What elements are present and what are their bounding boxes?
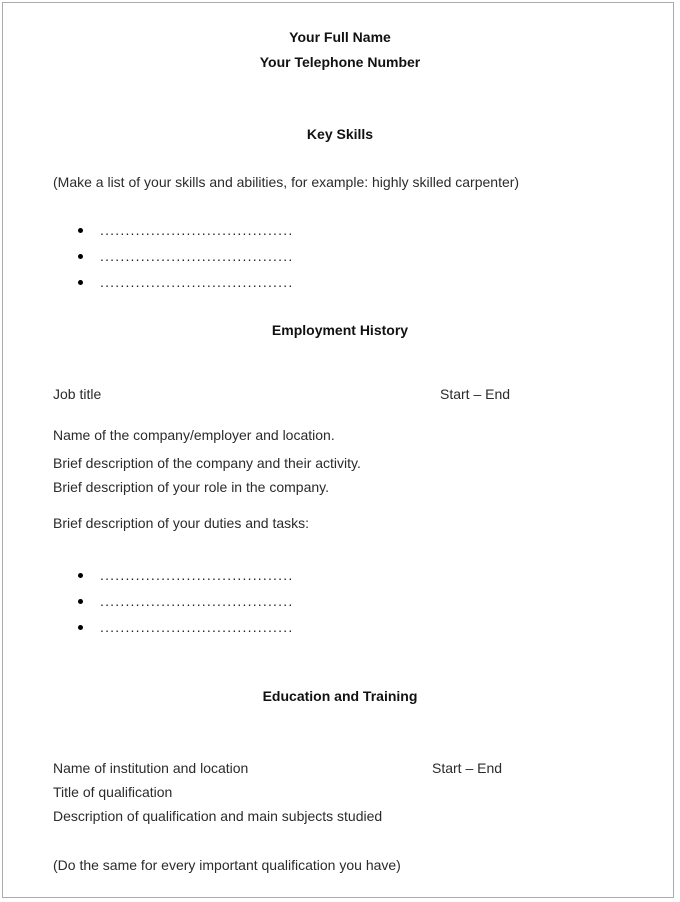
employment-date-range: Start – End xyxy=(440,386,511,402)
list-item xyxy=(53,217,293,243)
duties-label: Brief description of your duties and tasks: xyxy=(53,515,310,531)
qualification-desc-line: Description of qualification and main subjects studied xyxy=(53,808,383,824)
institution-row xyxy=(0,760,680,776)
telephone-heading: Your Telephone Number xyxy=(259,54,421,70)
full-name-heading: Your Full Name xyxy=(289,29,391,45)
company-activity-line: Brief description of the company and their activity. xyxy=(53,455,361,471)
list-item xyxy=(53,269,293,295)
employment-history-heading: Employment History xyxy=(271,322,409,338)
education-note: (Do the same for every important qualification you have) xyxy=(53,857,401,873)
key-skills-list xyxy=(53,217,293,295)
education-heading: Education and Training xyxy=(262,688,418,704)
list-item xyxy=(53,562,293,588)
dotted-line: ...................................... xyxy=(100,248,294,264)
dotted-line: ...................................... xyxy=(100,222,294,238)
list-item xyxy=(53,614,293,640)
key-skills-heading: Key Skills xyxy=(306,126,374,142)
job-title-label: Job title xyxy=(53,386,102,402)
education-date-range: Start – End xyxy=(432,760,503,776)
list-item xyxy=(53,243,293,269)
company-line: Name of the company/employer and location. xyxy=(53,427,335,443)
institution-label: Name of institution and location xyxy=(53,760,249,776)
dotted-line: ...................................... xyxy=(100,567,294,583)
key-skills-intro: (Make a list of your skills and abilities, for example: highly skilled carpenter) xyxy=(53,174,520,190)
list-item xyxy=(53,588,293,614)
role-line: Brief description of your role in the company. xyxy=(53,479,329,495)
qualification-title-line: Title of qualification xyxy=(53,784,173,800)
dotted-line: ...................................... xyxy=(100,593,294,609)
job-title-row xyxy=(0,386,680,402)
duties-list xyxy=(53,562,293,640)
dotted-line: ...................................... xyxy=(100,274,294,290)
dotted-line: ...................................... xyxy=(100,619,294,635)
